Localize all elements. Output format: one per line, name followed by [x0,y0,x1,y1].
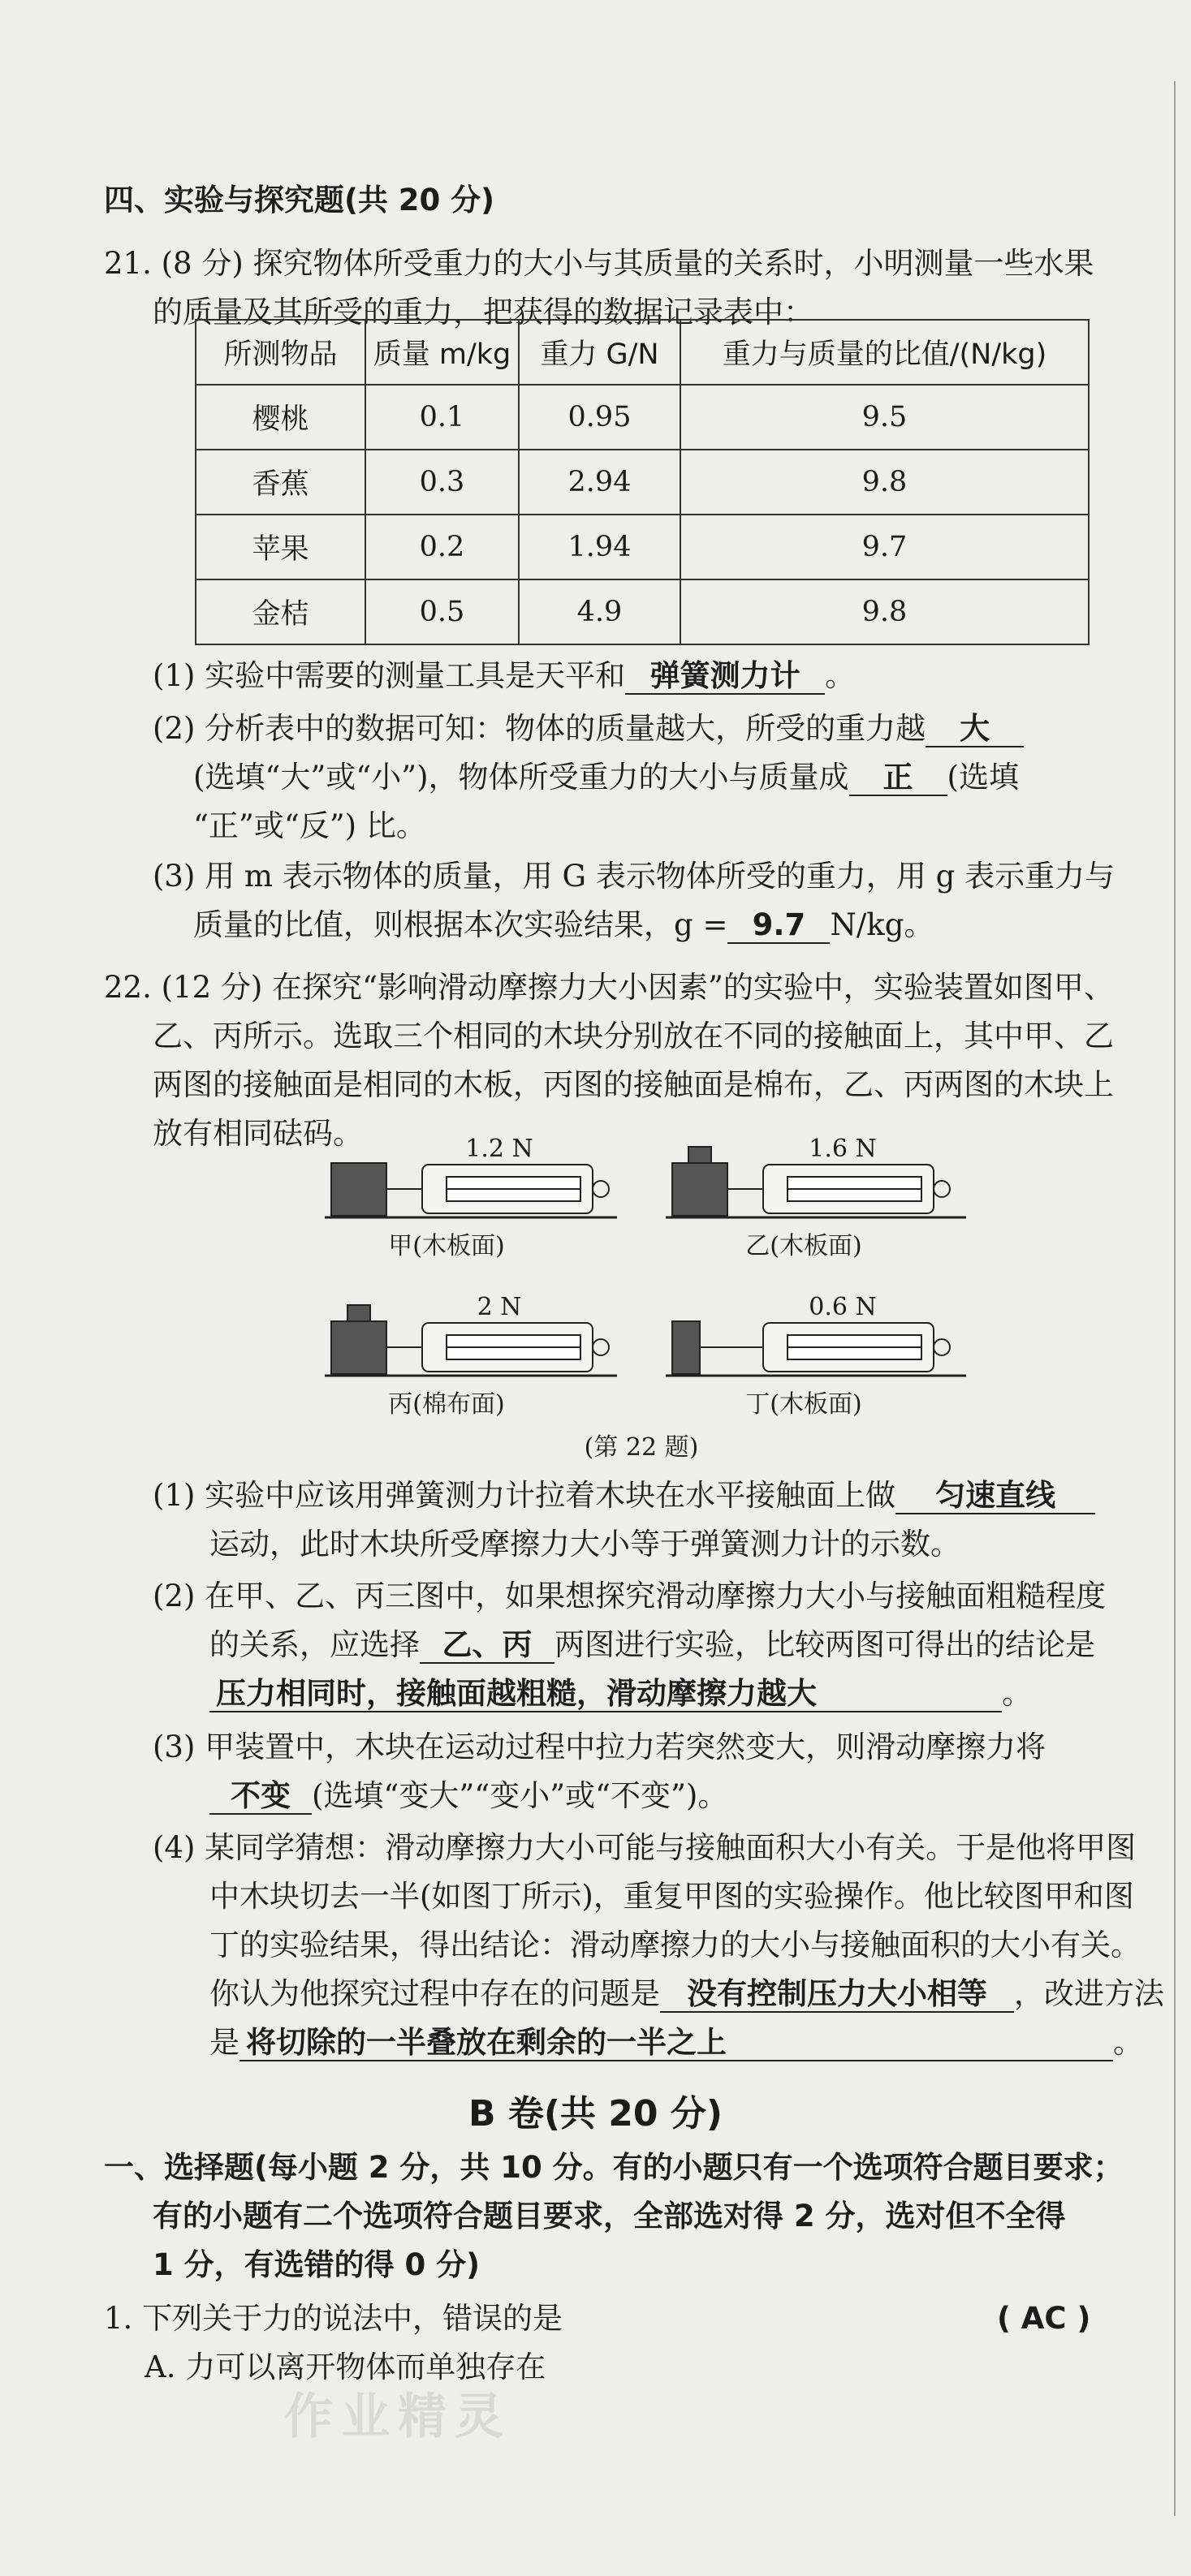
q22-part2-line2 [209,1625,1095,1665]
reading-ding: 0.6 N [809,1293,877,1321]
q22-line2: 乙、丙所示。选取三个相同的木块分别放在不同的接触面上，其中甲、乙 [153,1019,1114,1053]
table-cell: 0.95 [519,385,680,450]
part-b-instr3: 1 分，有选错的得 0 分) [153,2247,481,2282]
q21-p3-end: N/kg。 [830,907,934,942]
section-heading: 四、实验与探究题(共 20 分) [104,183,495,218]
table-header-cell: 所测物品 [196,320,365,385]
q22-part4-line5 [209,2022,1143,2063]
q21-part2 [153,709,1024,749]
label-bing: 丙(棉布面) [388,1390,505,1419]
q22-p1-line2: 运动，此时木块所受摩擦力大小等于弹簧测力计的示数。 [209,1527,960,1562]
q22-p3-answer: 不变 [209,1779,312,1815]
reading-bing: 2 N [477,1293,522,1321]
q22-part3-line2 [209,1776,727,1816]
q22-p2-line1: (2) 在甲、乙、丙三图中，如果想探究滑动摩擦力大小与接触面粗糙程度 [153,1579,1107,1613]
q22-p4-post: ，改进方法 [1014,1976,1164,2011]
q22-p1-text: (1) 实验中应该用弹簧测力计拉着木块在水平接触面上做 [153,1478,896,1513]
table-row [196,450,1089,515]
table-cell: 0.3 [365,450,519,515]
q21-p2-text: (2) 分析表中的数据可知：物体的质量越大，所受的重力越 [153,711,926,746]
table-cell: 香蕉 [196,450,365,515]
table-header-row [196,320,1089,385]
q22-p2-text: 的关系，应选择 [209,1627,420,1662]
table-cell: 9.7 [680,515,1089,579]
q22-p1-answer: 匀速直线 [895,1479,1095,1514]
friction-experiment-figure [317,1132,982,1473]
q22-part4-line4 [209,1974,1164,2014]
table-header-cell: 质量 m/kg [365,320,519,385]
q21-part1 [153,656,855,696]
table-cell: 4.9 [519,579,680,644]
q21-p1-text: (1) 实验中需要的测量工具是天平和 [153,658,626,693]
q21-p3-text: 质量的比值，则根据本次实验结果，g = [193,907,728,942]
q22-line1: 22. (12 分) 在探究“影响滑动摩擦力大小因素”的实验中，实验装置如图甲、 [104,970,1114,1005]
table-cell: 2.94 [519,450,680,515]
q22-part1 [153,1475,1095,1516]
figure-caption: (第 22 题) [584,1433,699,1462]
part-b-q1: 1. 下列关于力的说法中，错误的是 [104,2301,563,2336]
q22-p4-answer2: 将切除的一半叠放在剩余的一半之上 [239,2026,1113,2061]
part-b-instr1: 一、选择题(每小题 2 分，共 10 分。有的小题只有一个选项符合题目要求； [104,2150,1124,2185]
reading-yi: 1.6 N [809,1135,877,1163]
q22-p4-line1: (4) 某同学猜想：滑动摩擦力大小可能与接触面积大小有关。于是他将甲图 [153,1830,1137,1865]
q22-p2-answer1: 乙、丙 [420,1628,555,1664]
q21-p3-line1: (3) 用 m 表示物体的质量，用 G 表示物体所受的重力，用 g 表示重力与 [153,859,1115,894]
table-cell: 9.8 [680,450,1089,515]
part-b-option-a: A. 力可以离开物体而单独存在 [145,2350,546,2384]
table-cell: 苹果 [196,515,365,579]
table-cell: 9.5 [680,385,1089,450]
q22-p4-line2: 中木块切去一半(如图丁所示)，重复甲图的实验操作。他比较图甲和图 [209,1879,1134,1914]
table-header-cell: 重力与质量的比值/(N/kg) [680,320,1089,385]
q21-p2-answer2: 正 [849,760,947,796]
q21-p1-answer: 弹簧测力计 [625,659,825,695]
table-cell: 1.94 [519,515,680,579]
q21-p2-answer1: 大 [926,712,1024,747]
q22-p3-line1: (3) 甲装置中，木块在运动过程中拉力若突然变大，则滑动摩擦力将 [153,1730,1046,1764]
table-cell: 0.2 [365,515,519,579]
q22-p2-end: 。 [1002,1676,1032,1711]
q22-p4-line3: 丁的实验结果，得出结论：滑动摩擦力的大小与接触面积的大小有关。 [209,1928,1141,1962]
q22-line3: 两图的接触面是相同的木板，丙图的接触面是棉布，乙、丙两图的木块上 [153,1067,1114,1102]
q21-p3-answer: 9.7 [727,908,830,944]
table-row [196,385,1089,450]
q22-p2-answer2: 压力相同时，接触面越粗糙，滑动摩擦力越大 [209,1677,1002,1712]
q21-part3-line2 [193,905,934,946]
q21-line2: 的质量及其所受的重力，把获得的数据记录表中： [153,295,813,330]
q21-p2-mid: (选填“大”或“小”)，物体所受重力的大小与质量成 [193,760,849,795]
q21-part2-line2 [193,757,1019,798]
q22-part2-line3 [209,1674,1032,1714]
q22-p2-post: 两图进行实验，比较两图可得出的结论是 [555,1627,1095,1662]
q21-line1: 21. (8 分) 探究物体所受重力的大小与其质量的关系时，小明测量一些水果 [104,246,1094,281]
setup-ding [666,1321,966,1376]
table-cell: 9.8 [680,579,1089,644]
q22-p4-pre2: 是 [209,2025,239,2060]
table-cell: 0.5 [365,579,519,644]
setup-jia [325,1163,617,1217]
label-yi: 乙(木板面) [745,1232,862,1260]
q22-p3-post: (选填“变大”“变小”或“不变”)。 [312,1778,728,1813]
table-header-cell: 重力 G/N [519,320,680,385]
scan-edge-line [1174,81,1176,2516]
table-row [196,579,1089,644]
q21-p2-post1: (选填 [947,760,1019,795]
table-cell: 樱桃 [196,385,365,450]
part-b-title: B 卷(共 20 分) [468,2093,723,2134]
label-ding: 丁(木板面) [745,1390,862,1419]
q21-p2-post2: “正”或“反”) 比。 [193,808,426,843]
watermark: 作业精灵 [284,2389,511,2445]
table-cell: 0.1 [365,385,519,450]
part-b-instr2: 有的小题有二个选项符合题目要求，全部选对得 2 分，选对但不全得 [153,2199,1066,2234]
q21-p1-end: 。 [825,658,856,693]
q22-p4-text: 你认为他探究过程中存在的问题是 [209,1976,660,2011]
label-jia: 甲(木板面) [388,1232,505,1260]
q22-p4-end: 。 [1113,2025,1143,2060]
fruit-data-table [195,319,1090,645]
q22-p4-answer1: 没有控制压力大小相等 [660,1977,1014,2013]
q22-line4: 放有相同砝码。 [153,1116,363,1151]
part-b-q1-answer: ( AC ) [997,2301,1091,2336]
setup-bing [325,1305,617,1376]
table-row [196,515,1089,579]
table-cell: 金桔 [196,579,365,644]
reading-jia: 1.2 N [465,1135,533,1163]
